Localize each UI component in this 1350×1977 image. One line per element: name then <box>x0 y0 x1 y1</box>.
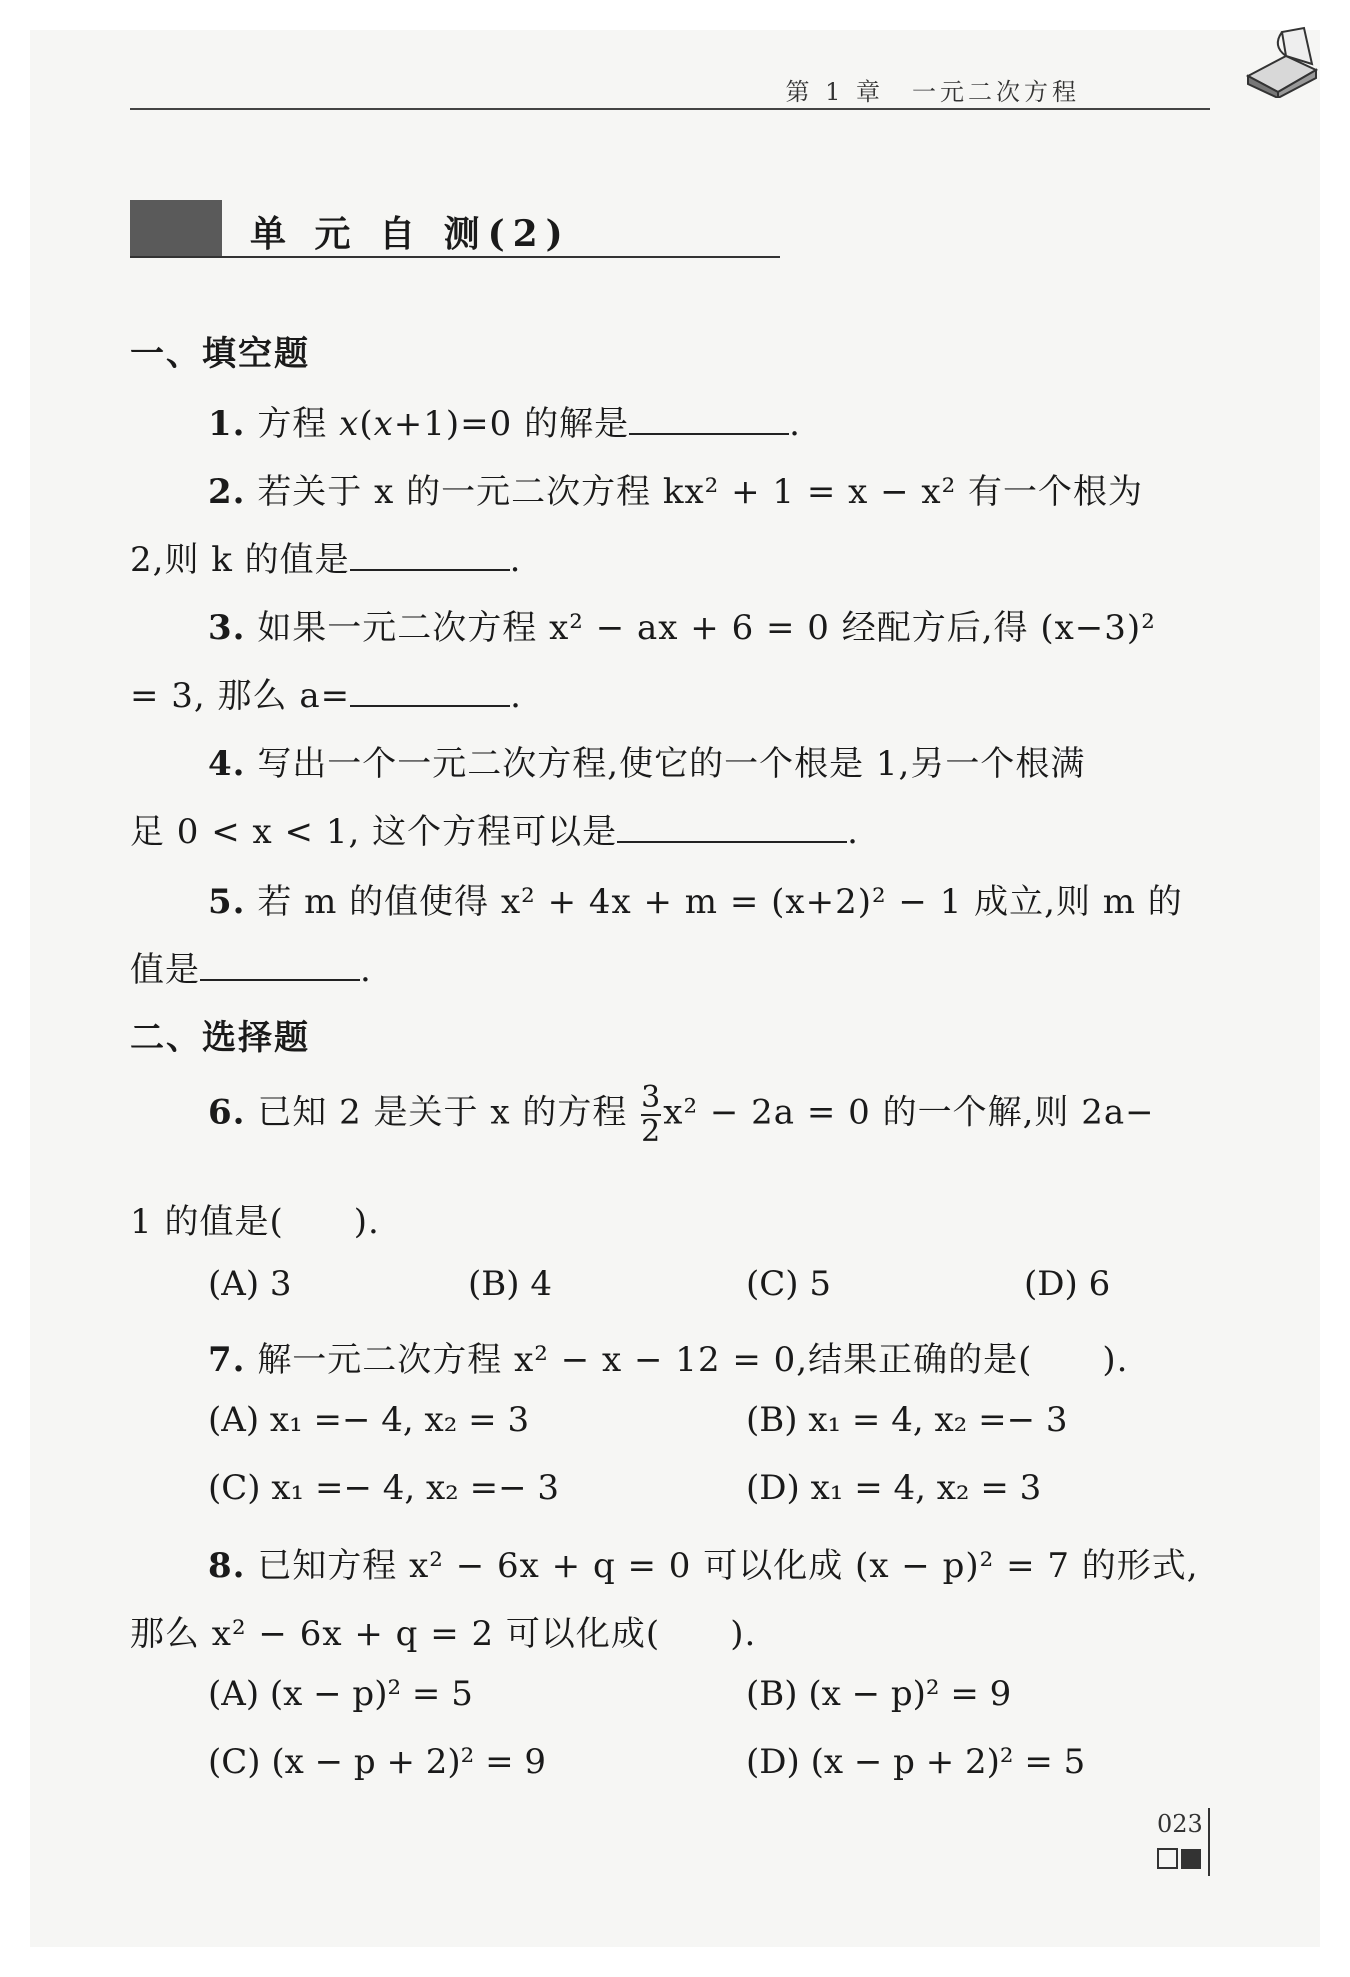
header-rule <box>130 108 1210 110</box>
book-icon <box>1242 26 1322 98</box>
q7-option-d[interactable]: (D) x₁ = 4, x₂ = 3 <box>746 1468 1042 1508</box>
question-number: 2. <box>208 472 246 512</box>
question-8-line-1 <box>208 1538 1199 1587</box>
page-marker-icon <box>1157 1848 1203 1870</box>
q1-period: . <box>789 404 801 444</box>
section-multiple-choice: 二、选择题 <box>130 1018 310 1058</box>
fraction-numerator: 3 <box>641 1080 662 1115</box>
q8-text: 已知方程 x² − 6x + q = 0 可以化成 (x − p)² = 7 的形式, <box>257 1546 1199 1586</box>
question-3-line-1 <box>208 600 1156 649</box>
q6-text2: x² − 2a = 0 的一个解,则 2a− <box>663 1092 1155 1133</box>
q4-text2: 足 0 < x < 1, 这个方程可以是 <box>130 812 618 852</box>
q8-option-c[interactable]: (C) (x − p + 2)² = 9 <box>208 1742 547 1782</box>
page-number-rule <box>1208 1808 1210 1876</box>
q6-option-b[interactable]: (B) 4 <box>468 1264 552 1304</box>
fraction <box>641 1082 661 1147</box>
q3-period: . <box>510 676 522 716</box>
question-number: 7. <box>208 1340 246 1380</box>
question-2-line-1 <box>208 464 1143 513</box>
question-6-line-1 <box>208 1082 1155 1147</box>
question-number: 8. <box>208 1546 246 1586</box>
q2-text: 若关于 x 的一元二次方程 kx² + 1 = x − x² 有一个根为 <box>257 472 1144 512</box>
question-4-line-1 <box>208 736 1085 785</box>
q4-text: 写出一个一元二次方程,使它的一个根是 1,另一个根满 <box>257 744 1086 784</box>
section-fill-in: 一、填空题 <box>130 334 310 374</box>
question-5-line-2 <box>130 942 372 991</box>
question-2-line-2 <box>130 532 521 581</box>
q7-option-b[interactable]: (B) x₁ = 4, x₂ =− 3 <box>746 1400 1068 1440</box>
q7-option-c[interactable]: (C) x₁ =− 4, x₂ =− 3 <box>208 1468 560 1508</box>
fraction-denominator: 2 <box>641 1113 662 1149</box>
q5-text2: 值是 <box>130 950 200 990</box>
question-4-line-2 <box>130 804 859 853</box>
q3-text2: = 3, 那么 a= <box>130 676 351 716</box>
answer-blank[interactable] <box>200 949 360 981</box>
question-number: 1. <box>208 404 246 444</box>
q8-option-a[interactable]: (A) (x − p)² = 5 <box>208 1674 473 1714</box>
question-3-line-2 <box>130 668 522 717</box>
question-number: 4. <box>208 744 246 784</box>
q6-option-a[interactable]: (A) 3 <box>208 1264 292 1304</box>
answer-blank[interactable] <box>629 403 789 435</box>
q1-text2: +1)=0 的解是 <box>393 404 630 444</box>
q7-text: 解一元二次方程 x² − x − 12 = 0,结果正确的是( ). <box>257 1340 1129 1380</box>
q8-option-b[interactable]: (B) (x − p)² = 9 <box>746 1674 1012 1714</box>
chapter-title: 第 1 章 一元二次方程 <box>785 78 1080 106</box>
q2-text2: 2,则 k 的值是 <box>130 540 350 580</box>
answer-blank[interactable] <box>617 811 847 843</box>
question-5-line-1 <box>208 874 1183 923</box>
q2-period: . <box>509 540 522 580</box>
question-number: 6. <box>208 1092 246 1133</box>
q7-option-a[interactable]: (A) x₁ =− 4, x₂ = 3 <box>208 1400 530 1440</box>
q1-paren: ( <box>359 404 374 444</box>
q5-text: 若 m 的值使得 x² + 4x + m = (x+2)² − 1 成立,则 m 的 <box>257 882 1183 922</box>
q1-var: x <box>339 404 360 444</box>
q8-option-d[interactable]: (D) (x − p + 2)² = 5 <box>746 1742 1086 1782</box>
q1-text: 方程 <box>257 404 340 444</box>
question-7 <box>208 1332 1128 1381</box>
question-8-line-2: 那么 x² − 6x + q = 2 可以化成( ). <box>130 1614 757 1654</box>
question-number: 5. <box>208 882 246 922</box>
unit-heading-block <box>130 200 222 256</box>
answer-blank[interactable] <box>350 539 510 571</box>
q6-option-d[interactable]: (D) 6 <box>1024 1264 1111 1304</box>
page-number: 023 <box>1157 1810 1203 1838</box>
q6-text: 已知 2 是关于 x 的方程 <box>257 1092 640 1133</box>
question-1 <box>208 396 801 445</box>
question-number: 3. <box>208 608 246 648</box>
answer-blank[interactable] <box>350 675 510 707</box>
q6-option-c[interactable]: (C) 5 <box>746 1264 831 1304</box>
q5-period: . <box>360 950 372 990</box>
unit-title: 单 元 自 测(2) <box>250 213 571 255</box>
unit-heading-rule <box>130 256 780 258</box>
q1-var2: x <box>373 404 394 444</box>
q3-text: 如果一元二次方程 x² − ax + 6 = 0 经配方后,得 (x−3)² <box>257 608 1156 648</box>
question-6-line-2: 1 的值是( ). <box>130 1202 380 1242</box>
unit-heading <box>130 200 780 258</box>
q4-period: . <box>847 812 859 852</box>
